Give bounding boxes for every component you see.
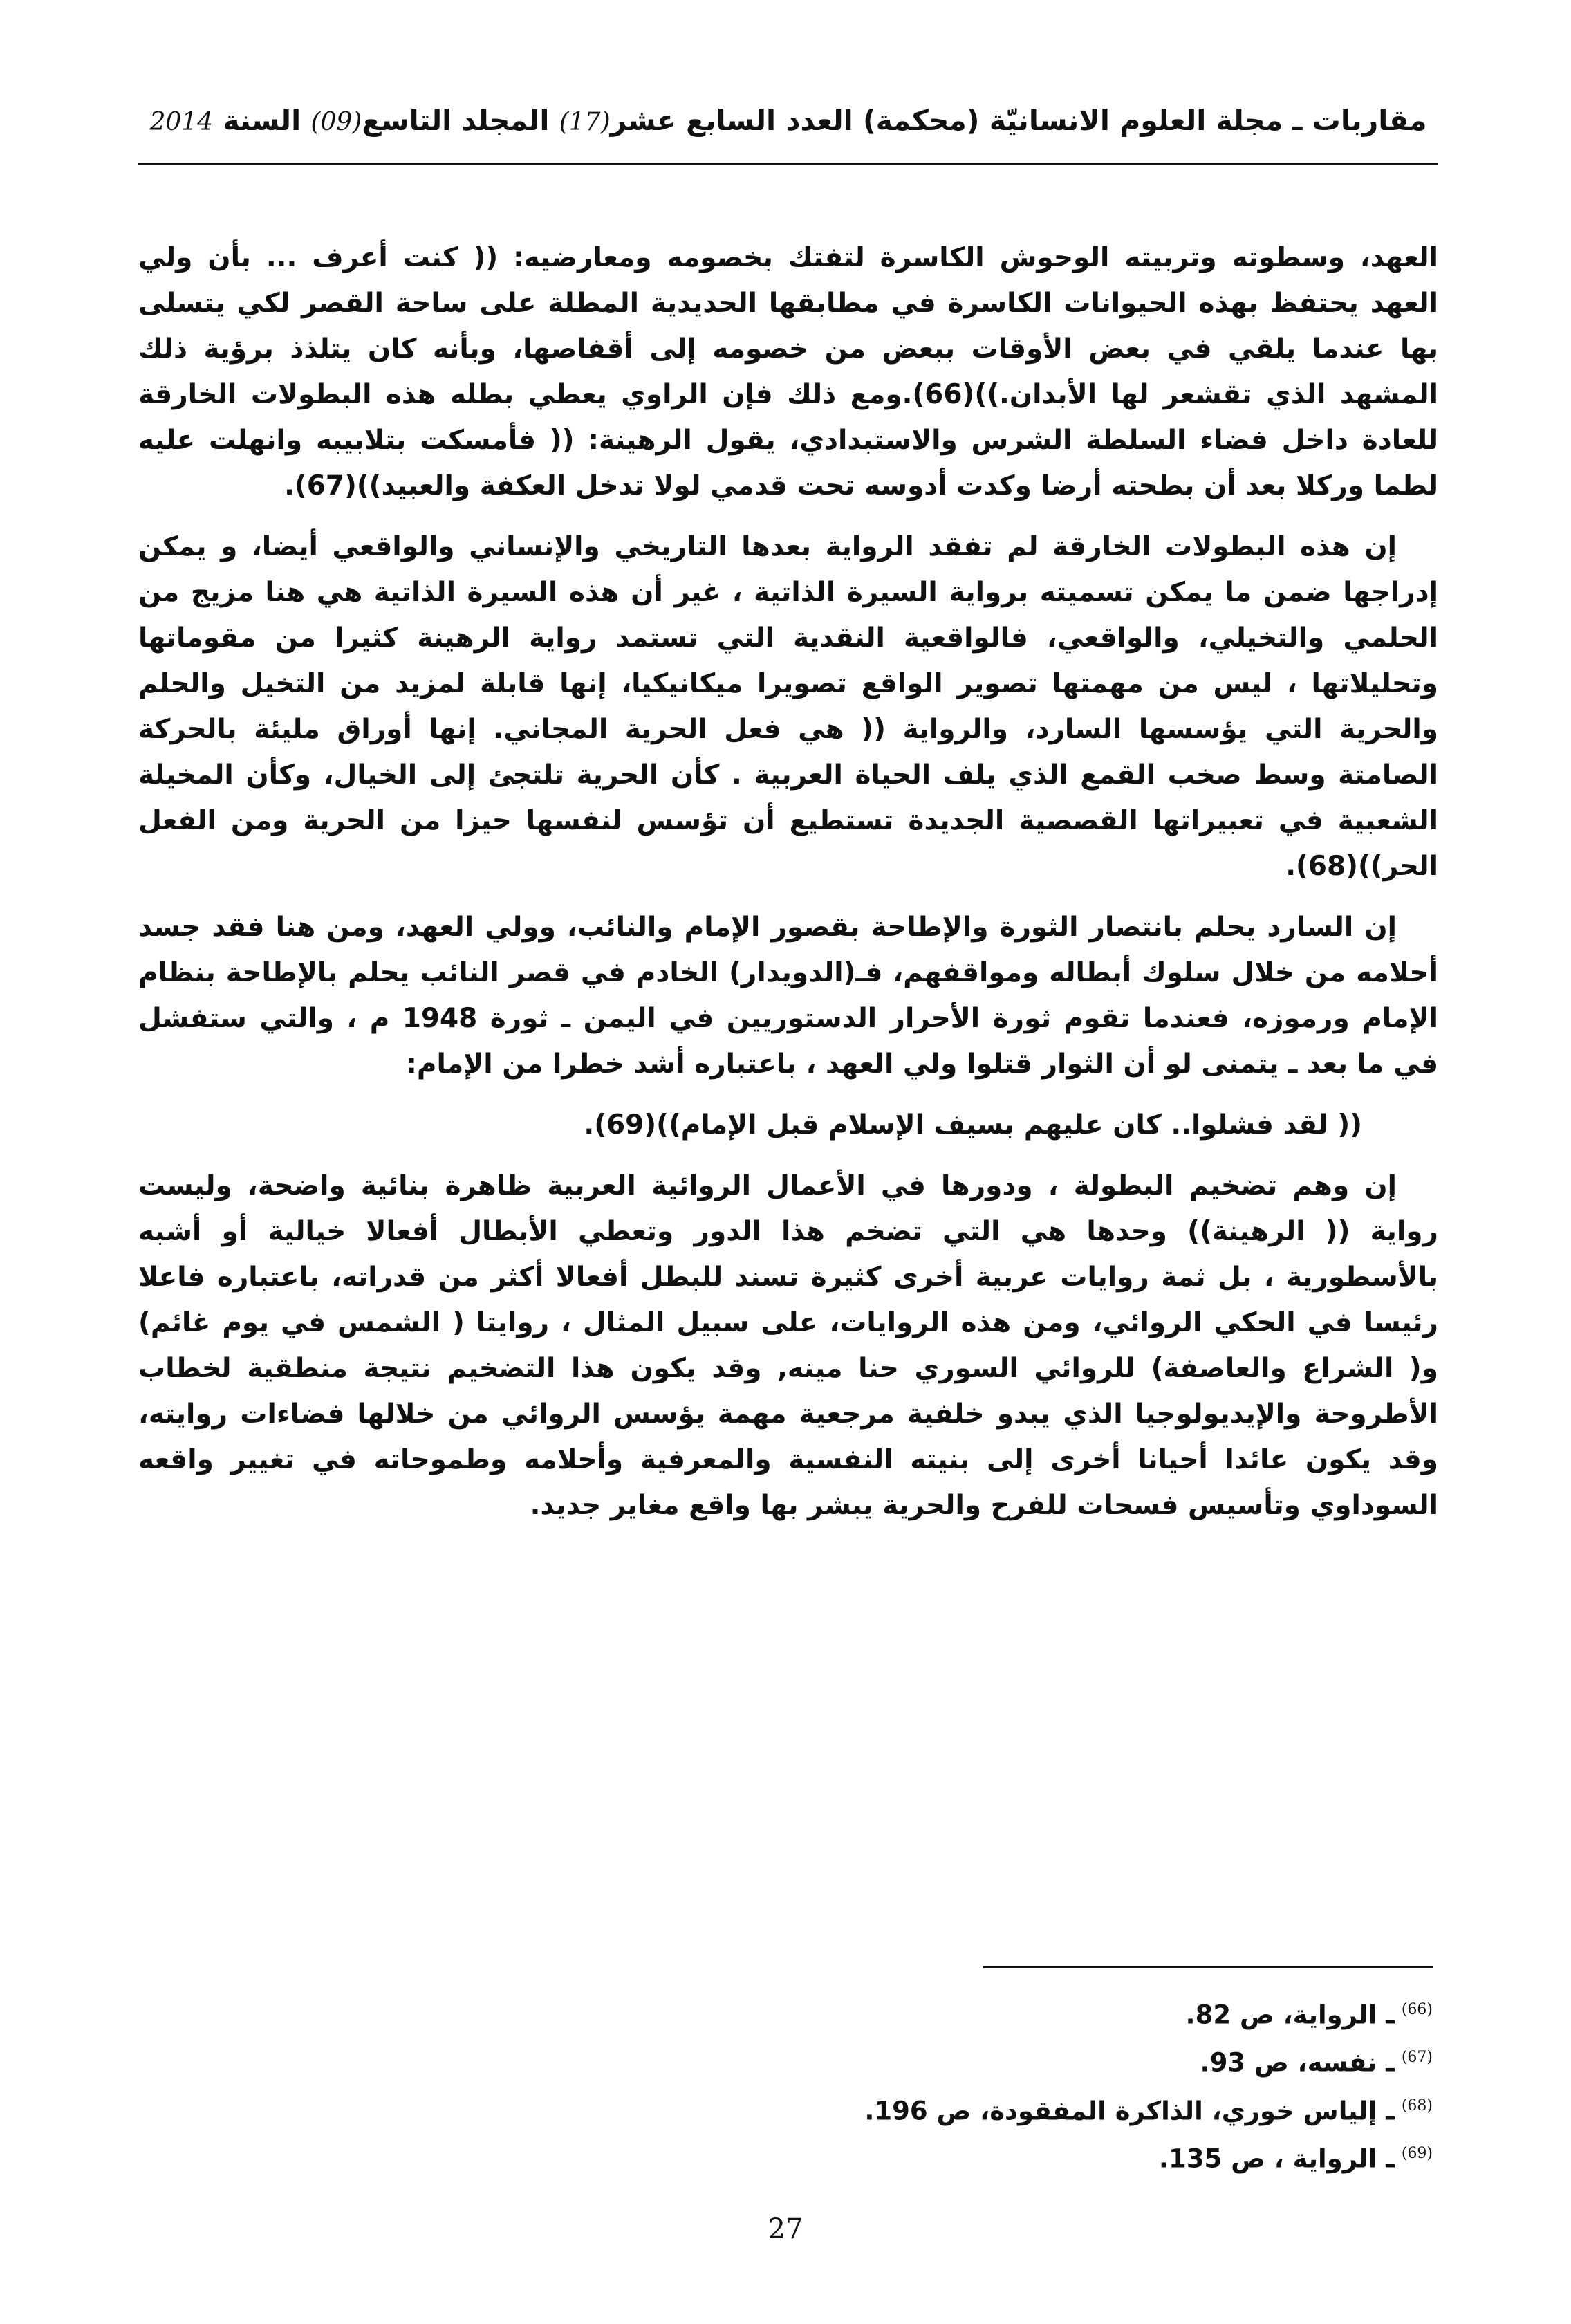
footnote-text: ـ الرواية، ص 82. <box>1185 2000 1395 2030</box>
article-body <box>138 235 1438 1544</box>
footnote <box>810 1989 1433 2036</box>
year: 2014 <box>149 108 214 136</box>
footnote-mark: (67) <box>1401 2049 1433 2067</box>
footnote-text: ـ الرواية ، ص 135. <box>1158 2143 1395 2174</box>
journal-header <box>138 104 1438 137</box>
year-label: السنة <box>223 104 301 137</box>
footnotes <box>810 1989 1433 2180</box>
footnote-divider <box>983 1966 1433 1968</box>
footnote <box>810 2085 1433 2132</box>
footnote <box>810 2132 1433 2180</box>
header-divider <box>138 163 1438 165</box>
footnote <box>810 2036 1433 2084</box>
paragraph: إن هذه البطولات الخارقة لم تفقد الرواية بعدها التاريخي والإنساني والواقعي أيضا، و يمكن إدراجها ضمن ما يمكن تسميته برواية السيرة الذاتية ، غير أن هذه السيرة الذاتية هي هنا مزيج من الحلمي والتخيلي، والواقعي، فالواقعية النقدية التي تستمد رواية الرهينة كثيرا من مقوماتها وتحليلاتها ، ليس من مهمتها تصوير الواقع تصويرا ميكانيكيا، إنها قابلة لمزيد من التخيل والحلم والحرية التي يؤسسها السارد، والرواية (( هي فعل الحرية المجاني. إنها أوراق مليئة بالحركة الصامتة وسط صخب القمع الذي يلف الحياة العربية . كأن الحرية تلتجئ إلى الخيال، وكأن المخيلة الشعبية في تعبيراتها القصصية الجديدة تستطيع أن تؤسس لنفسها حيزا من الحرية ومن الفعل الحر))(68). <box>138 531 1438 882</box>
footnote-mark: (69) <box>1401 2144 1433 2162</box>
footnote-text: ـ نفسه، ص 93. <box>1200 2047 1395 2078</box>
footnote-mark: (68) <box>1401 2096 1433 2114</box>
page-number: 27 <box>768 2213 803 2245</box>
volume-label: المجلد التاسع <box>362 104 550 137</box>
footnote-mark: (66) <box>1401 2001 1433 2018</box>
footnote-text: ـ إلياس خوري، الذاكرة المفقودة، ص 196. <box>864 2095 1395 2125</box>
quotation: (( لقد فشلوا.. كان عليهم بسيف الإسلام قبل الإمام))(69). <box>584 1109 1362 1141</box>
volume-number: (09) <box>310 108 362 136</box>
paragraph: العهد، وسطوته وتربيته الوحوش الكاسرة لتفتك بخصومه ومعارضيه: (( كنت أعرف ... بأن ولي العهد يحتفظ بهذه الحيوانات الكاسرة في مطابقها الحديدية المطلة على ساحة القصر لكي يتسلى بها عندما يلقي في بعض الأوقات ببعض من خصومه إلى أقفاصها، وبأنه كان يتلذذ برؤية ذلك المشهد الذي تقشعر لها الأبدان.))(66).ومع ذلك فإن الراوي يعطي بطله هذه البطولات الخارقة للعادة داخل فضاء السلطة الشرس والاستبدادي، يقول الرهينة: (( فأمسكت بتلابيبه وانهلت عليه لطما وركلا بعد أن بطحته أرضا وكدت أدوسه تحت قدمي لولا تدخل العكفة والعبيد))(67). <box>138 242 1438 501</box>
journal-title: مقاربات ـ مجلة العلوم الانسانيّة (محكمة) العدد السابع عشر <box>610 104 1427 137</box>
paragraph: إن وهم تضخيم البطولة ، ودورها في الأعمال الروائية العربية ظاهرة بنائية واضحة، وليست رواية (( الرهينة)) وحدها هي التي تضخم هذا الدور وتعطي الأبطال أفعالا خيالية أو أشبه بالأسطورية ، بل ثمة روايات عربية أخرى كثيرة تسند للبطل أفعالا أكثر من قدراته، باعتباره فاعلا رئيسا في الحكي الروائي، ومن هذه الروايات، على سبيل المثال ، روايتا ( الشمس في يوم غائم) و( الشراع والعاصفة) للروائي السوري حنا مينه, وقد يكون هذا التضخيم نتيجة منطقية لخطاب الأطروحة والإيديولوجيا الذي يبدو خلفية مرجعية مهمة يؤسس الروائي من خلالها فضاءات روايته، وقد يكون عائدا أحيانا أخرى إلى بنيته النفسية والمعرفية وأحلامه وطموحاته في تغيير واقعه السوداوي وتأسيس فسحات للفرح والحرية يبشر بها واقع مغاير جديد. <box>138 1170 1438 1521</box>
issue-number: (17) <box>559 108 611 136</box>
paragraph: إن السارد يحلم بانتصار الثورة والإطاحة بقصور الإمام والنائب، وولي العهد، ومن هنا فقد جسد أحلامه من خلال سلوك أبطاله ومواقفهم، فـ(الدويدار) الخادم في قصر النائب يحلم بالإطاحة بنظام الإمام ورموزه، فعندما تقوم ثورة الأحرار الدستوريين في اليمن ـ ثورة 1948 م ، والتي ستفشل في ما بعد ـ يتمنى لو أن الثوار قتلوا ولي العهد ، باعتباره أشد خطرا من الإمام: <box>138 912 1438 1080</box>
